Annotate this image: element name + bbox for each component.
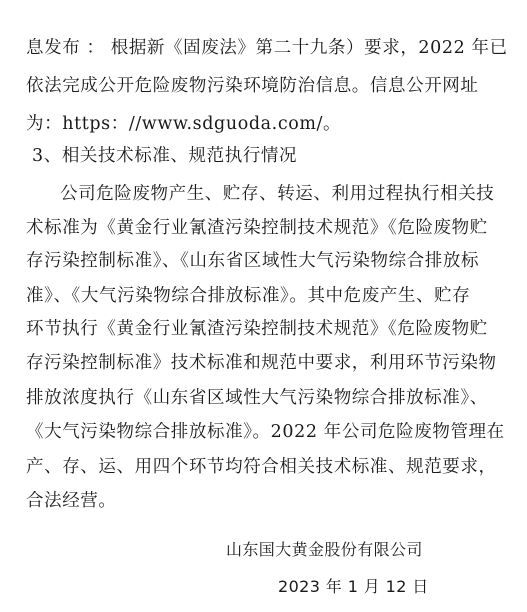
text-line: 术标准为《黄金行业氰渣污染控制技术规范》《危险废物贮 xyxy=(26,218,488,238)
signature-company: 山东国大黄金股份有限公司 xyxy=(226,540,423,559)
text-line: 公司危险废物产生、贮存、转运、利用过程执行相关技 xyxy=(60,184,495,204)
text-line: 存污染控制标准》、《山东省区域性大气污染物综合排放标 xyxy=(26,251,480,271)
text-line: 《大气污染物综合排放标准》。2022 年公司危险废物管理在 xyxy=(26,422,505,442)
signature-date: 2023 年 1 月 12 日 xyxy=(278,577,429,596)
text-line: 合法经营。 xyxy=(26,491,117,511)
text-line: 存污染控制标准》技术标准和规范中要求，利用环节污染物 xyxy=(26,353,497,373)
text-line: 环节执行《黄金行业氰渣污染控制技术规范》《危险废物贮 xyxy=(26,319,488,339)
text-line: 排放浓度执行《山东省区域性大气污染物综合排放标准》、 xyxy=(26,388,488,408)
text-line: 为：https：//www.sdguoda.com/。 xyxy=(26,114,342,134)
text-line: 准》、《大气污染物综合排放标准》。其中危废产生、贮存 xyxy=(26,286,471,306)
section-heading: 3、相关技术标准、规范执行情况 xyxy=(32,146,298,166)
text-line: 产、存、运、用四个环节均符合相关技术标准、规范要求， xyxy=(26,457,497,477)
text-line: 息发布 ： 根据新《固废法》第二十九条）要求，2022 年已 xyxy=(26,38,508,58)
text-line: 依法完成公开危险废物污染环境防治信息。信息公开网址 xyxy=(26,76,479,96)
